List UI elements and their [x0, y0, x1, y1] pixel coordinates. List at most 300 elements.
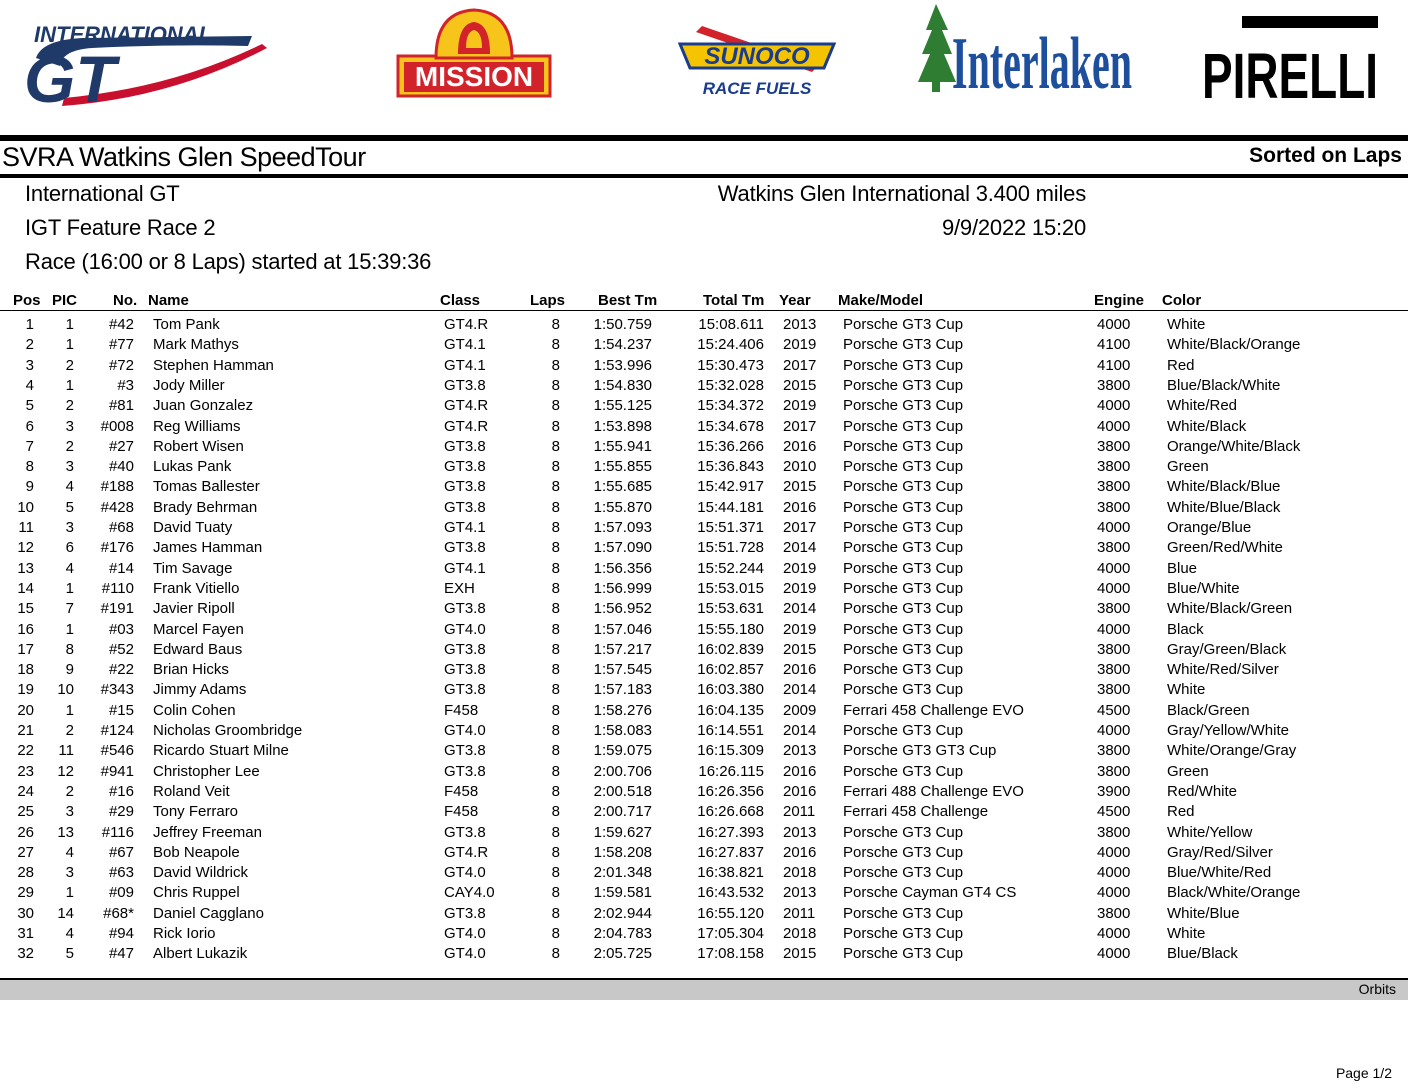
result-pic: 3: [65, 458, 74, 476]
result-make-model: Porsche GT3 Cup: [843, 458, 964, 476]
result-car-number: #52: [108, 640, 134, 658]
result-year: 2017: [783, 356, 817, 374]
result-make-model: Porsche GT3 Cup: [843, 640, 964, 658]
result-engine: 3800: [1097, 742, 1131, 760]
result-year: 2013: [783, 742, 817, 760]
result-driver-name: Juan Gonzalez: [153, 397, 254, 415]
result-laps: 8: [551, 762, 560, 780]
result-best-time: 1:59.627: [593, 823, 652, 841]
column-header-engine: Engine: [1094, 292, 1145, 309]
result-car-number: #008: [100, 417, 134, 435]
sunoco-race-fuels-logo: [672, 22, 842, 98]
result-pos: 23: [17, 762, 34, 780]
result-engine: 4000: [1097, 864, 1131, 882]
result-year: 2009: [783, 701, 817, 719]
result-class: GT4.0: [444, 945, 486, 963]
result-year: 2013: [783, 884, 817, 902]
result-class: F458: [444, 782, 479, 800]
table-row: [0, 741, 1408, 761]
result-driver-name: Christopher Lee: [153, 762, 260, 780]
result-best-time: 1:55.125: [593, 397, 652, 415]
table-row: [0, 863, 1408, 883]
result-pos: 19: [17, 681, 34, 699]
result-car-number: #72: [108, 356, 134, 374]
result-engine: 3800: [1097, 458, 1131, 476]
result-engine: 4000: [1097, 843, 1131, 861]
result-driver-name: Jimmy Adams: [153, 681, 247, 699]
result-engine: 4000: [1097, 579, 1131, 597]
result-class: GT3.8: [444, 823, 486, 841]
result-laps: 8: [551, 945, 560, 963]
result-pos: 30: [17, 904, 34, 922]
igt-logo-line2: GT: [24, 42, 116, 116]
result-driver-name: Tim Savage: [153, 559, 233, 577]
result-color: White/Black/Orange: [1167, 336, 1301, 354]
result-year: 2015: [783, 945, 817, 963]
result-color: Gray/Yellow/White: [1167, 722, 1289, 739]
result-color: Blue/White: [1167, 579, 1240, 597]
result-laps: 8: [551, 701, 560, 719]
result-make-model: Porsche GT3 Cup: [843, 417, 964, 435]
result-car-number: #27: [108, 437, 134, 455]
result-driver-name: Tony Ferraro: [153, 803, 239, 821]
result-color: White/Blue: [1167, 904, 1240, 922]
result-class: GT4.0: [444, 620, 486, 638]
result-laps: 8: [551, 579, 560, 597]
result-best-time: 1:59.581: [593, 884, 652, 902]
result-year: 2019: [783, 336, 817, 354]
result-best-time: 1:54.830: [593, 376, 652, 394]
result-driver-name: Chris Ruppel: [153, 884, 240, 902]
result-total-time: 15:32.028: [697, 376, 764, 394]
result-driver-name: Tomas Ballester: [153, 478, 260, 496]
result-total-time: 15:53.015: [697, 579, 764, 597]
result-class: GT3.8: [444, 600, 486, 618]
result-year: 2016: [783, 498, 817, 516]
result-class: GT4.0: [444, 925, 486, 942]
result-year: 2015: [783, 640, 817, 658]
result-pos: 25: [17, 803, 34, 821]
result-year: 2013: [783, 823, 817, 841]
result-car-number: #29: [108, 803, 134, 821]
race-fuels-text: RACE FUELS: [702, 79, 812, 98]
result-laps: 8: [551, 336, 560, 354]
result-engine: 3800: [1097, 437, 1131, 455]
result-laps: 8: [551, 600, 560, 618]
result-year: 2015: [783, 376, 817, 394]
result-engine: 4000: [1097, 519, 1131, 536]
result-make-model: Porsche GT3 Cup: [843, 843, 964, 861]
result-class: GT4.R: [444, 843, 489, 861]
result-color: White: [1167, 925, 1206, 942]
result-pic: 11: [58, 742, 74, 760]
result-color: White/Blue/Black: [1167, 498, 1281, 516]
result-make-model: Porsche GT3 Cup: [843, 661, 964, 679]
result-total-time: 16:27.837: [697, 843, 764, 861]
result-year: 2014: [783, 539, 817, 557]
result-total-time: 16:26.668: [697, 803, 764, 821]
column-header-rule: [0, 310, 1408, 311]
result-class: GT3.8: [444, 376, 486, 394]
result-total-time: 15:24.406: [697, 336, 764, 354]
result-pos: 2: [25, 336, 34, 354]
result-engine: 4000: [1097, 945, 1131, 963]
table-row: [0, 924, 1408, 944]
result-engine: 3800: [1097, 600, 1131, 618]
result-pos: 9: [25, 478, 34, 496]
table-row: [0, 904, 1408, 924]
table-row: [0, 944, 1408, 964]
result-make-model: Porsche GT3 GT3 Cup: [843, 742, 997, 760]
result-best-time: 1:53.898: [593, 417, 652, 435]
result-best-time: 2:00.717: [593, 803, 652, 821]
result-pos: 10: [17, 498, 34, 516]
result-color: Orange/White/Black: [1167, 437, 1301, 455]
result-color: Gray/Green/Black: [1167, 640, 1287, 658]
result-laps: 8: [551, 925, 560, 942]
result-engine: 3800: [1097, 661, 1131, 679]
result-pic: 1: [65, 579, 74, 597]
result-pos: 5: [25, 397, 34, 415]
sunoco-logo-text: SUNOCO: [704, 43, 810, 70]
result-best-time: 1:57.046: [593, 620, 652, 638]
result-class: GT4.R: [444, 316, 489, 333]
result-driver-name: David Wildrick: [153, 864, 249, 882]
column-header-pos: Pos: [13, 292, 41, 309]
result-color: Blue/White/Red: [1167, 864, 1272, 882]
result-engine: 3800: [1097, 539, 1131, 557]
result-year: 2011: [783, 904, 816, 922]
result-laps: 8: [551, 458, 560, 476]
result-driver-name: Daniel Cagglano: [153, 904, 264, 922]
result-driver-name: David Tuaty: [153, 519, 233, 536]
result-best-time: 1:58.276: [593, 701, 652, 719]
mission-logo-text: MISSION: [414, 61, 534, 92]
result-make-model: Porsche GT3 Cup: [843, 945, 964, 963]
result-car-number: #546: [100, 742, 134, 760]
result-color: White/Red/Silver: [1167, 661, 1279, 679]
result-make-model: Porsche GT3 Cup: [843, 722, 964, 739]
result-best-time: 2:01.348: [593, 864, 652, 882]
result-class: GT3.8: [444, 539, 486, 557]
result-driver-name: Robert Wisen: [153, 437, 244, 455]
result-make-model: Porsche GT3 Cup: [843, 864, 964, 882]
result-laps: 8: [551, 356, 560, 374]
result-pos: 7: [25, 437, 34, 455]
result-driver-name: Tom Pank: [153, 316, 220, 333]
result-pic: 14: [57, 904, 74, 922]
result-total-time: 16:02.839: [697, 640, 764, 658]
result-laps: 8: [551, 742, 560, 760]
header-bottom-rule: [0, 174, 1408, 178]
result-engine: 3900: [1097, 782, 1131, 800]
result-make-model: Porsche GT3 Cup: [843, 925, 964, 942]
result-total-time: 16:43.532: [697, 884, 764, 902]
result-total-time: 15:34.678: [697, 417, 764, 435]
result-pic: 1: [65, 336, 74, 354]
result-car-number: #941: [100, 762, 134, 780]
result-car-number: #81: [108, 397, 134, 415]
table-row: [0, 538, 1408, 558]
result-make-model: Porsche GT3 Cup: [843, 600, 964, 618]
result-laps: 8: [551, 864, 560, 882]
result-engine: 3800: [1097, 376, 1131, 394]
result-make-model: Porsche GT3 Cup: [843, 539, 964, 557]
result-best-time: 1:59.075: [593, 742, 652, 760]
result-make-model: Porsche GT3 Cup: [843, 904, 964, 922]
track-name: Watkins Glen International 3.400 miles: [717, 181, 1086, 206]
result-best-time: 1:58.208: [593, 843, 652, 861]
result-year: 2018: [783, 864, 817, 882]
result-laps: 8: [551, 803, 560, 821]
result-best-time: 2:02.944: [593, 904, 652, 922]
result-laps: 8: [551, 722, 560, 739]
interlaken-logo-text: Interlaken: [952, 23, 1132, 105]
result-laps: 8: [551, 640, 560, 658]
result-total-time: 15:34.372: [697, 397, 764, 415]
result-make-model: Porsche GT3 Cup: [843, 437, 964, 455]
result-best-time: 1:57.545: [593, 661, 652, 679]
result-total-time: 16:27.393: [697, 823, 764, 841]
result-engine: 4100: [1097, 356, 1131, 374]
result-color: Black: [1167, 620, 1204, 638]
result-best-time: 1:55.855: [593, 458, 652, 476]
result-class: GT4.R: [444, 417, 489, 435]
result-class: GT4.1: [444, 336, 486, 354]
result-class: GT3.8: [444, 478, 486, 496]
result-driver-name: Roland Veit: [153, 782, 230, 800]
result-best-time: 1:57.217: [593, 640, 652, 658]
table-row: [0, 315, 1408, 335]
footer-brand: Orbits: [1358, 981, 1396, 997]
result-pic: 4: [65, 925, 74, 942]
result-best-time: 1:55.685: [593, 478, 652, 496]
result-car-number: #191: [100, 600, 134, 618]
result-class: EXH: [444, 579, 475, 597]
result-pic: 10: [57, 681, 74, 699]
result-pos: 12: [17, 539, 34, 557]
result-car-number: #77: [108, 336, 134, 354]
result-year: 2013: [783, 316, 817, 333]
sort-label: Sorted on Laps: [1249, 144, 1402, 167]
result-class: GT3.8: [444, 904, 486, 922]
column-header-color: Color: [1162, 292, 1202, 309]
result-laps: 8: [551, 620, 560, 638]
result-total-time: 16:15.309: [697, 742, 764, 760]
result-engine: 4500: [1097, 701, 1131, 719]
result-laps: 8: [551, 884, 560, 902]
result-car-number: #40: [108, 458, 134, 476]
table-row: [0, 335, 1408, 355]
result-make-model: Porsche GT3 Cup: [843, 376, 964, 394]
result-engine: 4000: [1097, 417, 1131, 435]
result-color: Green: [1167, 458, 1209, 476]
result-laps: 8: [551, 681, 560, 699]
result-car-number: #110: [101, 579, 134, 597]
result-best-time: 1:57.090: [593, 539, 652, 557]
result-car-number: #14: [108, 559, 134, 577]
race-name: IGT Feature Race 2: [25, 215, 216, 240]
result-driver-name: Javier Ripoll: [153, 600, 235, 618]
result-engine: 3800: [1097, 823, 1131, 841]
result-driver-name: Brian Hicks: [153, 661, 229, 679]
result-pic: 2: [65, 782, 74, 800]
result-total-time: 15:55.180: [697, 620, 764, 638]
result-class: GT4.1: [444, 519, 486, 536]
column-header-year: Year: [779, 292, 811, 309]
table-row: [0, 477, 1408, 497]
result-year: 2019: [783, 579, 817, 597]
result-pos: 22: [17, 742, 34, 760]
international-gt-logo: [22, 18, 270, 116]
result-best-time: 1:58.083: [593, 722, 652, 739]
result-car-number: #124: [100, 722, 134, 739]
series-name: International GT: [25, 181, 180, 206]
result-driver-name: Bob Neapole: [153, 843, 240, 861]
result-make-model: Porsche Cayman GT4 CS: [843, 884, 1017, 902]
result-year: 2010: [783, 458, 817, 476]
result-laps: 8: [551, 316, 560, 333]
result-car-number: #15: [108, 701, 134, 719]
mission-logo: [396, 6, 552, 98]
result-best-time: 1:57.093: [593, 519, 652, 536]
result-class: F458: [444, 803, 479, 821]
result-class: GT3.8: [444, 458, 486, 476]
table-row: [0, 843, 1408, 863]
table-row: [0, 579, 1408, 599]
result-color: Blue/Black/White: [1167, 376, 1281, 394]
result-color: Red/White: [1167, 782, 1238, 800]
event-title: SVRA Watkins Glen SpeedTour: [2, 142, 366, 172]
pirelli-logo: [1202, 14, 1382, 112]
table-row: [0, 802, 1408, 822]
table-row: [0, 782, 1408, 802]
result-engine: 4100: [1097, 336, 1131, 354]
result-pic: 3: [65, 519, 74, 536]
result-color: White/Black/Blue: [1167, 478, 1281, 496]
result-total-time: 16:02.857: [697, 661, 764, 679]
result-car-number: #68: [108, 519, 134, 536]
result-car-number: #16: [108, 782, 134, 800]
result-pic: 1: [65, 701, 74, 719]
result-car-number: #42: [108, 316, 134, 333]
result-pic: 4: [65, 843, 74, 861]
result-pic: 7: [65, 600, 74, 618]
result-car-number: #188: [100, 478, 134, 496]
result-total-time: 16:14.551: [697, 722, 764, 739]
result-pos: 16: [17, 620, 34, 638]
result-car-number: #116: [101, 823, 134, 841]
table-row: [0, 437, 1408, 457]
result-make-model: Porsche GT3 Cup: [843, 336, 964, 354]
result-color: White/Black: [1167, 417, 1247, 435]
result-class: GT3.8: [444, 498, 486, 516]
result-driver-name: Lukas Pank: [153, 458, 232, 476]
column-header-name: Name: [148, 292, 189, 309]
result-laps: 8: [551, 478, 560, 496]
table-row: [0, 721, 1408, 741]
result-best-time: 1:53.996: [593, 356, 652, 374]
result-year: 2014: [783, 722, 817, 739]
result-engine: 3800: [1097, 478, 1131, 496]
result-total-time: 15:08.611: [698, 316, 764, 333]
result-best-time: 2:00.706: [593, 762, 652, 780]
result-laps: 8: [551, 843, 560, 861]
result-color: Blue/Black: [1167, 945, 1238, 963]
result-color: White/Black/Green: [1167, 600, 1293, 618]
result-pic: 3: [65, 803, 74, 821]
result-engine: 4000: [1097, 620, 1131, 638]
result-pic: 2: [65, 722, 74, 739]
result-pic: 4: [65, 559, 74, 577]
result-class: CAY4.0: [444, 884, 495, 902]
result-pos: 3: [25, 356, 34, 374]
result-best-time: 2:05.725: [593, 945, 652, 963]
result-best-time: 1:55.870: [593, 498, 652, 516]
result-laps: 8: [551, 539, 560, 557]
result-best-time: 1:57.183: [593, 681, 652, 699]
result-best-time: 1:56.356: [593, 559, 652, 577]
result-total-time: 15:51.371: [697, 519, 764, 536]
table-row: [0, 498, 1408, 518]
result-engine: 3800: [1097, 640, 1131, 658]
result-driver-name: Reg Williams: [153, 417, 241, 435]
result-make-model: Porsche GT3 Cup: [843, 823, 964, 841]
result-class: GT4.R: [444, 397, 489, 415]
result-laps: 8: [551, 782, 560, 800]
result-year: 2016: [783, 437, 817, 455]
table-row: [0, 762, 1408, 782]
result-total-time: 16:55.120: [697, 904, 764, 922]
result-best-time: 1:55.941: [593, 437, 652, 455]
result-engine: 3800: [1097, 681, 1131, 699]
result-make-model: Porsche GT3 Cup: [843, 356, 964, 374]
column-header-laps: Laps: [530, 292, 566, 309]
table-row: [0, 701, 1408, 721]
result-driver-name: Marcel Fayen: [153, 620, 244, 638]
result-year: 2011: [783, 803, 816, 821]
result-driver-name: Colin Cohen: [153, 701, 236, 719]
result-driver-name: Stephen Hamman: [153, 356, 274, 374]
result-total-time: 15:30.473: [697, 356, 764, 374]
result-best-time: 2:00.518: [593, 782, 652, 800]
result-year: 2016: [783, 843, 817, 861]
result-engine: 4000: [1097, 397, 1131, 415]
result-pic: 3: [65, 417, 74, 435]
result-year: 2014: [783, 600, 817, 618]
result-color: Red: [1167, 356, 1195, 374]
result-car-number: #428: [100, 498, 134, 516]
result-car-number: #67: [108, 843, 134, 861]
table-row: [0, 356, 1408, 376]
result-pos: 20: [17, 701, 34, 719]
result-pic: 9: [65, 661, 74, 679]
result-engine: 3800: [1097, 762, 1131, 780]
result-driver-name: Ricardo Stuart Milne: [153, 742, 289, 760]
table-row: [0, 640, 1408, 660]
interlaken-logo: [922, 2, 1134, 105]
result-best-time: 1:54.237: [593, 336, 652, 354]
result-total-time: 15:51.728: [697, 539, 764, 557]
result-year: 2016: [783, 782, 817, 800]
result-make-model: Ferrari 458 Challenge: [843, 803, 989, 821]
column-header-make-model: Make/Model: [838, 292, 924, 309]
result-pos: 31: [17, 925, 34, 942]
result-driver-name: Rick Iorio: [153, 925, 216, 942]
result-total-time: 15:44.181: [697, 498, 764, 516]
result-pic: 1: [65, 620, 74, 638]
header-top-rule: [0, 135, 1408, 141]
